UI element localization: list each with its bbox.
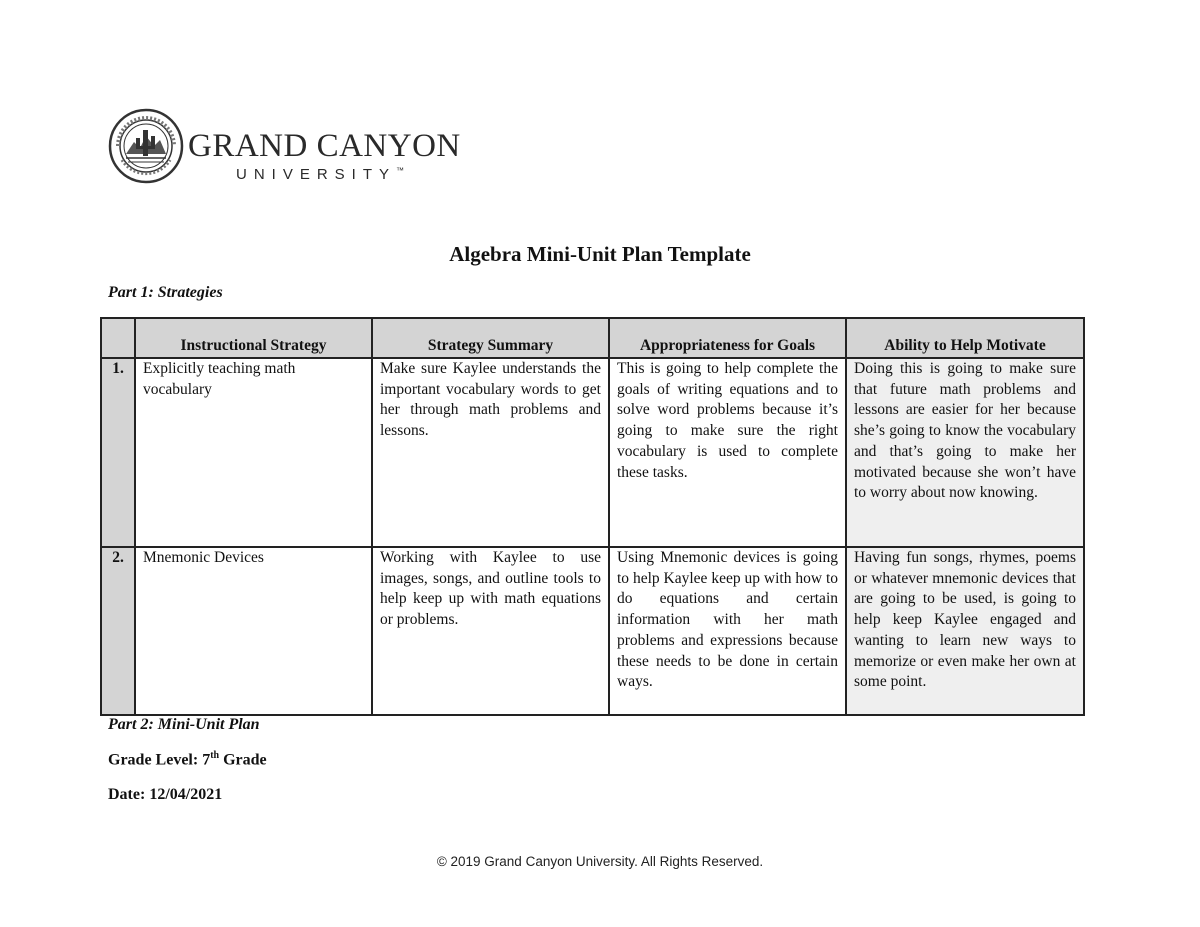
grade-level-ordinal: th — [210, 750, 220, 761]
copyright-footer: © 2019 Grand Canyon University. All Rights Reserved. — [436, 854, 764, 869]
cell-motivate: Having fun songs, rhymes, poems or whatever mnemonic devices that are going to be used, is going to help keep Kaylee engaged and wanting to learn new ways to memorize or even make her own at some point. — [846, 547, 1084, 715]
cell-motivate: Doing this is going to make sure that future math problems and lessons are easier for her because she’s going to know the vocabulary and that’s going to make her motivated because she won’t have to worry about now knowing. — [846, 358, 1084, 547]
date-value: 12/04/2021 — [149, 786, 223, 803]
university-logo — [108, 108, 461, 188]
cell-summary: Working with Kaylee to use images, songs, and outline tools to help keep up with math equations or problems. — [372, 547, 609, 715]
grade-level-label: Grade Level: — [108, 751, 199, 769]
header-number — [101, 318, 135, 358]
grade-level — [108, 750, 267, 769]
row-number: 1. — [101, 358, 135, 547]
header-strategy-summary: Strategy Summary — [372, 318, 609, 358]
cell-strategy: Explicitly teaching math vocabulary — [135, 358, 372, 547]
table-row — [101, 547, 1084, 715]
table-header-row — [101, 318, 1084, 358]
part1-heading: Part 1: Strategies — [108, 284, 223, 301]
header-instructional-strategy: Instructional Strategy — [135, 318, 372, 358]
grade-level-suffix: Grade — [223, 751, 267, 769]
row-number: 2. — [101, 547, 135, 715]
part2-heading: Part 2: Mini-Unit Plan — [108, 716, 260, 733]
cell-appropriateness: Using Mnemonic devices is going to help Kaylee keep up with how to do equations and certain information with her math problems and expressions because these needs to be done in certain ways. — [609, 547, 846, 715]
table-row — [101, 358, 1084, 547]
grade-level-value: 7 — [202, 751, 211, 769]
page-title: Algebra Mini-Unit Plan Template — [449, 242, 751, 266]
logo-subtitle: UNIVERSITY™ — [236, 166, 405, 183]
cell-appropriateness: This is going to help complete the goals of writing equations and to solve word problems because it’s going to make sure the right vocabulary is used to complete these tasks. — [609, 358, 846, 547]
header-appropriateness: Appropriateness for Goals — [609, 318, 846, 358]
header-ability-to-motivate: Ability to Help Motivate — [846, 318, 1084, 358]
cell-strategy: Mnemonic Devices — [135, 547, 372, 715]
university-seal-icon — [108, 108, 184, 184]
cell-summary: Make sure Kaylee understands the important vocabulary words to get her through math problems and lessons. — [372, 358, 609, 547]
date-label: Date: — [108, 786, 146, 803]
strategies-table — [100, 317, 1085, 716]
logo-name: GRAND CANYON — [188, 128, 461, 164]
date — [108, 786, 222, 804]
